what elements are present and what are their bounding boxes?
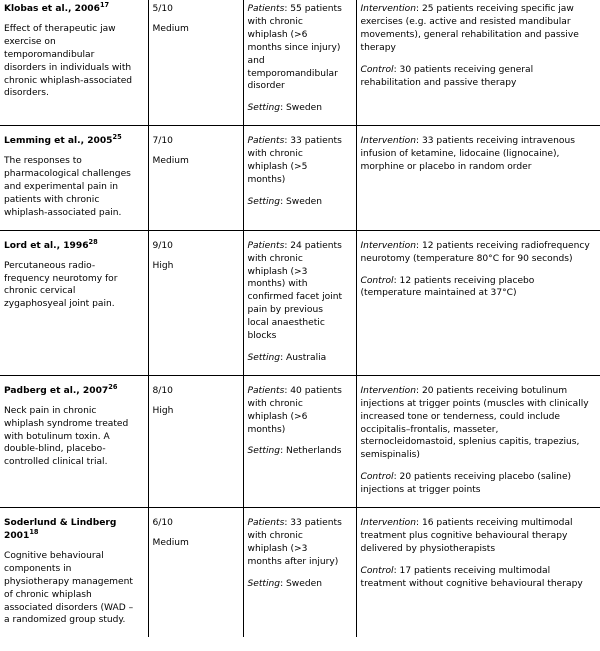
study-reference-text: Soderlund & Lindberg 2001 (4, 518, 117, 541)
cell-patients (243, 230, 356, 375)
patients-paragraph (248, 135, 344, 187)
intervention-label: Intervention (360, 4, 417, 14)
study-reference-superscript: 28 (88, 237, 98, 246)
patients-paragraph (248, 517, 344, 569)
study-title: Effect of therapeutic jaw exercise on temporomandibular disorders in individuals with chronic whiplash-associated disorders. (4, 23, 133, 99)
control-label: Control (360, 472, 394, 483)
setting-text: : Sweden (280, 103, 322, 114)
patients-text: : 33 patients with chronic whiplash (>5 months) (247, 136, 342, 185)
control-paragraph (361, 471, 593, 497)
cell-study (0, 230, 148, 375)
setting-paragraph (248, 445, 344, 458)
setting-text: : Australia (280, 352, 327, 363)
study-reference (4, 0, 134, 16)
intervention-text: : 12 patients receiving radiofrequency neurotomy (temperature 80°C for 90 seconds) (360, 240, 590, 264)
cell-study (0, 126, 148, 230)
study-reference (4, 237, 134, 253)
cell-intervention (356, 508, 600, 638)
study-reference (4, 517, 134, 543)
table-row (0, 126, 600, 230)
score-value: 7/10 (152, 136, 173, 147)
intervention-paragraph (361, 3, 593, 55)
table-row (0, 508, 600, 638)
control-text: : 30 patients receiving general rehabilitation and passive therapy (360, 64, 534, 88)
intervention-text: : 33 patients receiving intravenous infusion of ketamine, lidocaine (lignocaine), morphine or placebo in random order (360, 136, 575, 173)
control-paragraph (361, 565, 593, 591)
cell-intervention (356, 375, 600, 507)
score-quality-label: Medium (152, 538, 189, 548)
score-quality-label: High (152, 260, 174, 271)
study-title: Neck pain in chronic whiplash syndrome treated with botulinum toxin. A double-blind, placebo-controlled clinical trial. (4, 405, 129, 468)
setting-label: Setting (247, 352, 281, 363)
study-reference-text: Padberg et al., 2007 (4, 385, 109, 396)
cell-score (148, 126, 243, 230)
cell-patients (243, 508, 356, 638)
cell-intervention (356, 0, 600, 126)
patients-text: : 24 patients with chronic whiplash (>3 months) with confirmed facet joint pain by previous local anaesthetic blocks (247, 240, 343, 342)
study-reference (4, 135, 134, 148)
cell-study (0, 375, 148, 507)
setting-text: : Netherlands (280, 446, 342, 457)
cell-score (148, 0, 243, 126)
patients-text: : 55 patients with chronic whiplash (>6 months since injury) and temporomandibular disorder (247, 4, 342, 92)
control-label: Control (360, 275, 394, 286)
patients-paragraph (248, 240, 344, 343)
patients-label: Patients (247, 240, 285, 251)
setting-paragraph (248, 578, 344, 591)
cell-score (148, 375, 243, 507)
score-quality-label: Medium (152, 156, 189, 167)
cell-score (148, 508, 243, 638)
setting-paragraph (248, 352, 344, 365)
table-row (0, 375, 600, 507)
intervention-text: : 20 patients receiving botulinum injections at trigger points (muscles with clinically increased tone or tenderness, could include occipitalis–frontalis, masseter, sternocleidomastoid, splenius capitis, trapezius, semispinalis) (360, 385, 589, 461)
score-value: 5/10 (152, 4, 173, 14)
score-value: 9/10 (152, 240, 173, 251)
intervention-paragraph (361, 385, 593, 462)
study-title: The responses to pharmacological challenges and experimental pain in patients with chronic whiplash-associated pain. (4, 156, 131, 218)
patients-paragraph (248, 385, 344, 437)
study-reference-text: Klobas et al., 2006 (4, 4, 100, 14)
patients-paragraph (248, 3, 344, 93)
cell-intervention (356, 126, 600, 230)
setting-label: Setting (247, 103, 281, 114)
intervention-label: Intervention (360, 385, 417, 396)
cell-patients (243, 126, 356, 230)
intervention-text: : 25 patients receiving specific jaw exercises (e.g. active and resisted mandibular movements), general rehabilitation and passive therapy (360, 4, 579, 53)
control-text: : 17 patients receiving multimodal treatment without cognitive behavioural therapy (360, 565, 583, 589)
table-row (0, 0, 600, 126)
cell-patients (243, 0, 356, 126)
setting-label: Setting (247, 578, 281, 589)
control-text: : 20 patients receiving placebo (saline) injections at trigger points (360, 472, 572, 496)
setting-text: : Sweden (280, 578, 322, 589)
control-label: Control (360, 565, 394, 576)
patients-label: Patients (247, 136, 285, 147)
study-reference-text: Lord et al., 1996 (4, 240, 89, 251)
setting-paragraph (248, 102, 344, 115)
control-paragraph (361, 275, 593, 301)
intervention-label: Intervention (360, 136, 417, 147)
score-value: 6/10 (152, 518, 173, 529)
score-quality-label: High (152, 405, 174, 416)
study-reference-superscript: 26 (108, 382, 118, 391)
study-reference (4, 382, 134, 398)
setting-label: Setting (247, 446, 281, 457)
cell-score (148, 230, 243, 375)
intervention-text: : 16 patients receiving multimodal treatment plus cognitive behavioural therapy delivered by physiotherapists (360, 518, 573, 554)
control-label: Control (360, 64, 394, 75)
cell-patients (243, 375, 356, 507)
study-reference-superscript: 18 (29, 527, 39, 536)
cell-study (0, 508, 148, 638)
study-title: Percutaneous radio-frequency neurotomy for chronic cervical zygaphosyeal joint pain. (4, 260, 118, 310)
intervention-label: Intervention (360, 240, 417, 251)
control-text: : 12 patients receiving placebo (temperature maintained at 37°C) (360, 275, 535, 299)
patients-label: Patients (247, 518, 285, 529)
intervention-paragraph (361, 135, 593, 174)
cell-study (0, 0, 148, 126)
patients-label: Patients (247, 385, 285, 396)
setting-label: Setting (247, 196, 281, 207)
study-reference-superscript: 25 (112, 133, 122, 142)
intervention-paragraph (361, 517, 593, 556)
score-quality-label: Medium (152, 23, 189, 34)
study-title: Cognitive behavioural components in physiotherapy management of chronic whiplash associated disorders (WAD – a randomized group study. (4, 550, 134, 626)
study-reference-superscript: 17 (99, 0, 110, 9)
setting-paragraph (248, 196, 344, 209)
patients-text: : 33 patients with chronic whiplash (>3 months after injury) (247, 518, 342, 567)
intervention-paragraph (361, 240, 593, 266)
patients-text: : 40 patients with chronic whiplash (>6 months) (247, 385, 342, 435)
study-reference-text: Lemming et al., 2005 (4, 136, 113, 147)
score-value: 8/10 (152, 385, 173, 396)
patients-label: Patients (247, 4, 285, 14)
setting-text: : Sweden (280, 196, 322, 207)
intervention-label: Intervention (360, 518, 417, 529)
cell-intervention (356, 230, 600, 375)
control-paragraph (361, 64, 593, 90)
table-row (0, 230, 600, 375)
